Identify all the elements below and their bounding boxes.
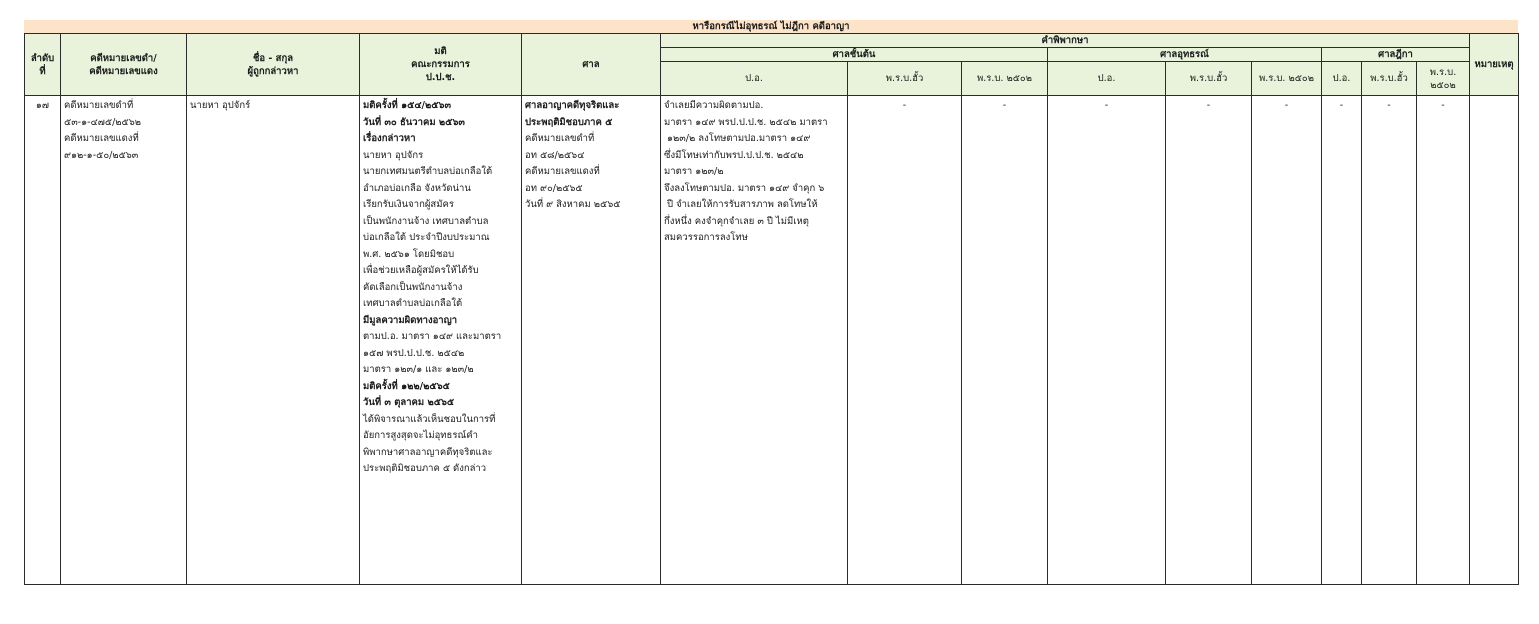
verdict-line: สมควรรอการลงโทษ bbox=[664, 232, 748, 243]
resolution-line: คัดเลือกเป็นพนักงานจ้าง bbox=[363, 281, 463, 293]
header-no: ลำดับ ที่ bbox=[25, 34, 61, 96]
court-line: คดีหมายเลขแดงที่ bbox=[525, 166, 600, 177]
verdict-line: มาตรา ๑๔๙ พรป.ป.ป.ช. ๒๕๔๒ มาตรา bbox=[664, 116, 828, 128]
row-remark bbox=[1470, 96, 1519, 585]
court-line: วันที่ ๙ สิงหาคม ๒๕๖๕ bbox=[525, 199, 621, 210]
resolution-line: ๑๕๗ พรป.ป.ป.ช. ๒๕๔๒ bbox=[363, 347, 465, 359]
court-line: ประพฤติมิชอบภาค ๕ bbox=[525, 116, 613, 128]
resolution-line: เป็นพนักงานจ้าง เทศบาลตำบล bbox=[363, 215, 489, 227]
header-appeal-court: ศาลอุทธรณ์ bbox=[1048, 48, 1322, 62]
header-supreme-court: ศาลฎีกา bbox=[1322, 48, 1470, 62]
row-supreme-po: - bbox=[1322, 96, 1362, 585]
table-row bbox=[25, 96, 1519, 585]
resolution-line: ตามป.อ. มาตรา ๑๔๙ และมาตรา bbox=[363, 331, 502, 342]
row-case-numbers bbox=[61, 96, 187, 585]
row-appeal-act-2502: - bbox=[1252, 96, 1322, 585]
header-case: คดีหมายเลขดำ/ คดีหมายเลขแดง bbox=[61, 34, 187, 96]
row-court bbox=[522, 96, 661, 585]
row-resolution bbox=[360, 96, 522, 585]
resolution-line: เรื่องกล่าวหา bbox=[363, 133, 416, 144]
header-verdict: คำพิพากษา bbox=[661, 34, 1470, 48]
resolution-line: วันที่ ๓ ตุลาคม ๒๕๖๕ bbox=[363, 397, 455, 408]
row-first-act-new: - bbox=[848, 96, 962, 585]
header-appeal-act-2502: พ.ร.บ. ๒๕๐๒ bbox=[1252, 62, 1322, 96]
resolution-line: นายกเทศมนตรีตำบลบ่อเกลือใต้ bbox=[363, 166, 493, 177]
row-supreme-act-2502: - bbox=[1417, 96, 1470, 585]
case-line: ๕๓-๑-๔๗๕/๒๕๖๒ bbox=[64, 116, 142, 128]
resolution-line: มติครั้งที่ ๑๒๒/๒๕๖๕ bbox=[363, 380, 450, 392]
row-appeal-act-new: - bbox=[1166, 96, 1252, 585]
verdict-line: กึ่งหนึ่ง คงจำคุกจำเลย ๓ ปี ไม่มีเหตุ bbox=[664, 215, 809, 227]
header-appeal-act-new: พ.ร.บ.ฮั้ว bbox=[1166, 62, 1252, 96]
resolution-line: วันที่ ๓๐ ธันวาคม ๒๕๖๓ bbox=[363, 116, 465, 128]
verdict-line: จำเลยมีความผิดตามปอ. bbox=[664, 100, 764, 111]
header-court: ศาล bbox=[522, 34, 661, 96]
resolution-line: มาตรา ๑๒๓/๑ และ ๑๒๓/๒ bbox=[363, 364, 474, 375]
court-line: อท ๙๐/๒๕๖๕ bbox=[525, 182, 583, 194]
resolution-line: อัยการสูงสุดจะไม่อุทธรณ์คำ bbox=[363, 430, 478, 441]
header-remark: หมายเหตุ bbox=[1470, 34, 1519, 96]
resolution-line: พิพากษาศาลอาญาคดีทุจริตและ bbox=[363, 446, 493, 458]
verdict-line: จึงลงโทษตามปอ. มาตรา ๑๔๙ จำคุก ๖ bbox=[664, 182, 825, 194]
case-line: คดีหมายเลขแดงที่ bbox=[64, 133, 139, 144]
resolution-line: อำเภอบ่อเกลือ จังหวัดน่าน bbox=[363, 182, 471, 194]
row-supreme-act-new: - bbox=[1362, 96, 1417, 585]
court-line: ศาลอาญาคดีทุจริตและ bbox=[525, 100, 620, 111]
resolution-line: ประพฤติมิชอบภาค ๕ ดังกล่าว bbox=[363, 463, 487, 474]
row-accused-name: นายหา อุปจักร์ bbox=[187, 96, 360, 585]
row-first-act-2502: - bbox=[962, 96, 1048, 585]
verdict-line: ๑๒๓/๒ ลงโทษตามปอ.มาตรา ๑๔๙ bbox=[664, 133, 811, 144]
header-supreme-act-2502: พ.ร.บ. ๒๕๐๒ bbox=[1417, 62, 1470, 96]
header-appeal-po: ป.อ. bbox=[1048, 62, 1166, 96]
row-first-court-verdict bbox=[661, 96, 848, 585]
verdict-line: ปี จำเลยให้การรับสารภาพ ลดโทษให้ bbox=[664, 199, 818, 210]
row-no: ๑๗ bbox=[25, 96, 61, 585]
resolution-line: นายหา อุปจักร bbox=[363, 149, 424, 161]
case-table bbox=[24, 33, 1519, 585]
table-banner-title: หารือกรณีไม่อุทธรณ์ ไม่ฎีกา คดีอาญา bbox=[24, 20, 1518, 33]
resolution-line: บ่อเกลือใต้ ประจำปีงบประมาณ bbox=[363, 232, 490, 243]
header-resolution: มติ คณะกรรมการ ป.ป.ช. bbox=[360, 34, 522, 96]
verdict-line: ซึ่งมีโทษเท่ากับพรป.ป.ป.ช. ๒๕๔๒ bbox=[664, 149, 804, 161]
header-first-act-new: พ.ร.บ.ฮั้ว bbox=[848, 62, 962, 96]
resolution-line: ได้พิจารณาแล้วเห็นชอบในการที่ bbox=[363, 413, 496, 425]
case-line: ๙๑๒-๑-๕๐/๒๕๖๓ bbox=[64, 149, 139, 161]
resolution-line: เรียกรับเงินจากผู้สมัคร bbox=[363, 199, 454, 210]
header-supreme-po: ป.อ. bbox=[1322, 62, 1362, 96]
header-first-act-2502: พ.ร.บ. ๒๕๐๒ bbox=[962, 62, 1048, 96]
header-first-court: ศาลชั้นต้น bbox=[661, 48, 1048, 62]
resolution-line: มติครั้งที่ ๑๕๔/๒๕๖๓ bbox=[363, 100, 451, 111]
header-name: ชื่อ - สกุล ผู้ถูกกล่าวหา bbox=[187, 34, 360, 96]
court-line: คดีหมายเลขดำที่ bbox=[525, 133, 595, 144]
row-appeal-po: - bbox=[1048, 96, 1166, 585]
resolution-line: มีมูลความผิดทางอาญา bbox=[363, 314, 458, 326]
resolution-line: เทศบาลตำบลบ่อเกลือใต้ bbox=[363, 298, 463, 309]
verdict-line: มาตรา ๑๒๓/๒ bbox=[664, 166, 724, 177]
court-line: อท ๕๘/๒๕๖๔ bbox=[525, 149, 585, 161]
resolution-line: เพื่อช่วยเหลือผู้สมัครให้ได้รับ bbox=[363, 265, 479, 276]
resolution-line: พ.ศ. ๒๕๖๑ โดยมิชอบ bbox=[363, 248, 455, 260]
header-first-po: ป.อ. bbox=[661, 62, 848, 96]
header-supreme-act-new: พ.ร.บ.ฮั้ว bbox=[1362, 62, 1417, 96]
case-line: คดีหมายเลขดำที่ bbox=[64, 100, 134, 111]
